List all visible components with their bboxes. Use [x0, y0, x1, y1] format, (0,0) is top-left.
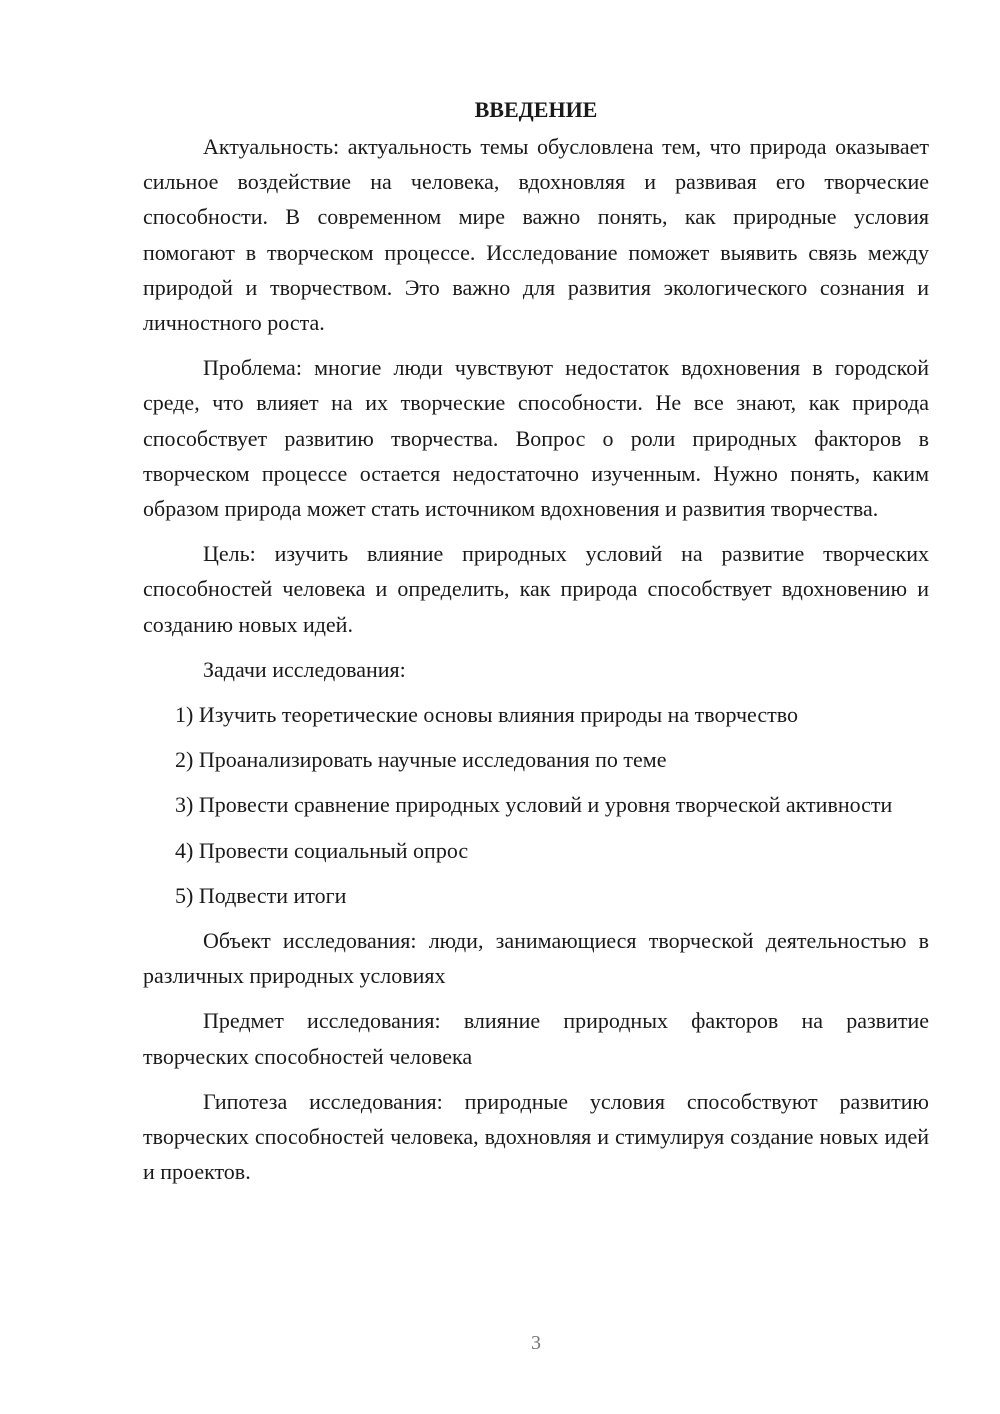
- task-item: 2) Проанализировать научные исследования по теме: [175, 747, 667, 773]
- tasks-heading: Задачи исследования:: [203, 656, 406, 682]
- page-number: 3: [531, 1332, 541, 1354]
- task-item: 4) Провести социальный опрос: [175, 837, 469, 863]
- relevance-paragraph: Актуальность: актуальность темы обусловлена тем, что природа оказывает сильное воздействие на человека, вдохновляя и развивая его творческие способности. В современном мире важно понять, как природные условия помогают в творческом процессе. Исследование поможет выявить связь между природой и творчеством. Это важно для развития экологического сознания и личностного роста.: [143, 134, 929, 336]
- subject-paragraph: Предмет исследования: влияние природных факторов на развитие творческих способностей человека: [143, 1008, 929, 1069]
- hypothesis-paragraph: Гипотеза исследования: природные условия способствуют развитию творческих способностей человека, вдохновляя и стимулируя создание новых идей и проектов.: [143, 1088, 929, 1185]
- task-item: 3) Провести сравнение природных условий и уровня творческой активности: [175, 792, 893, 818]
- task-item: 1) Изучить теоретические основы влияния природы на творчество: [175, 702, 798, 728]
- document-page: [143, 92, 929, 1199]
- page-title: ВВЕДЕНИЕ: [474, 97, 598, 122]
- object-paragraph: Объект исследования: люди, занимающиеся творческой деятельностью в различных природных условиях: [143, 928, 929, 989]
- problem-paragraph: Проблема: многие люди чувствуют недостаток вдохновения в городской среде, что влияет на их творческие способности. Не все знают, как природа способствует развитию творчества. Вопрос о роли природных факторов в творческом процессе остается недостаточно изученным. Нужно понять, каким образом природа может стать источником вдохновения и развития творчества.: [143, 355, 929, 522]
- task-item: 5) Подвести итоги: [175, 882, 347, 908]
- goal-paragraph: Цель: изучить влияние природных условий на развитие творческих способностей человека и определить, как природа способствует вдохновению и созданию новых идей.: [143, 541, 929, 637]
